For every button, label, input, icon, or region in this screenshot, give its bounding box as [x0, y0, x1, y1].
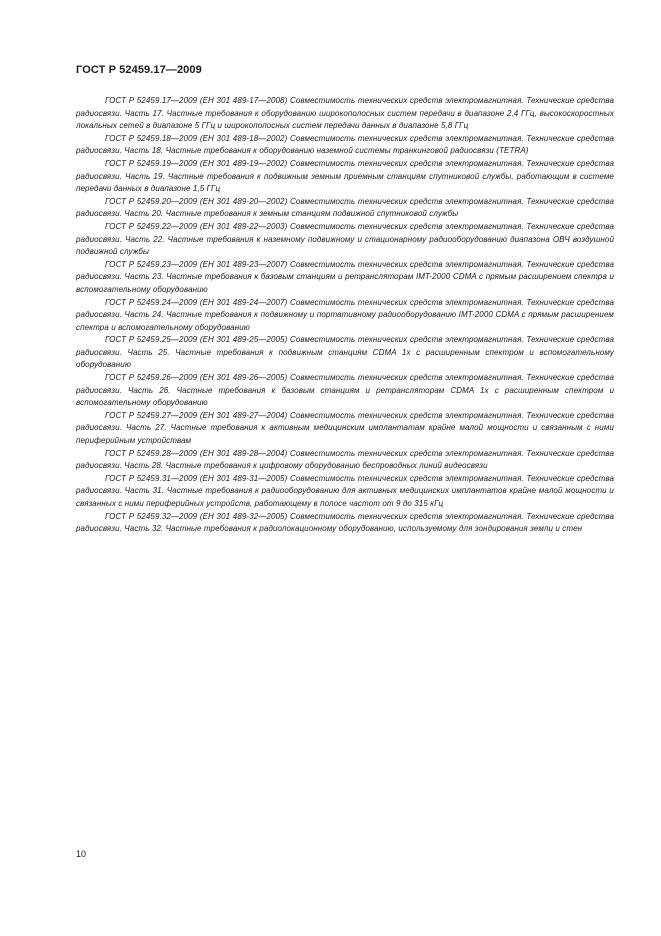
reference-entry: ГОСТ Р 52459.24—2009 (ЕН 301 489-24—2007) Совместимость технических средств электромагнитная. Технические средства радиосвязи. Часть 24. Частные требования к подвижному и портативному радиооборудованию IMT-2000 CDMA с прямым расширением спектра и вспомогательному оборудованию	[76, 297, 614, 332]
reference-entry: ГОСТ Р 52459.25—2009 (ЕН 301 489-25—2005) Совместимость технических средств электромагнитная. Технические средства радиосвязи. Часть 25. Частные требования к подвижным станциям CDMA 1x с расширенным спектром и вспомогательному оборудованию	[76, 335, 614, 370]
reference-entry: ГОСТ Р 52459.17—2009 (ЕН 301 489-17—2008) Совместимость технических средств электромагнитная. Технические средства радиосвязи. Часть 17. Частные требования к оборудованию широкополосных систем передачи в диапазоне 2,4 ГГц, высокоскоростных локальных сетей в диапазоне 5 ГГц и широкополосных систем передачи данных в диапазоне 5,8 ГГц	[76, 96, 614, 131]
reference-entry: ГОСТ Р 52459.27—2009 (ЕН 301 489-27—2004) Совместимость технических средств электромагнитная. Технические средства радиосвязи. Часть 27. Частные требования к активным медицинским имплантатам крайне малой мощности и связанным с ними периферийным устройствам	[76, 410, 614, 446]
reference-entry: ГОСТ Р 52459.23—2009 (ЕН 301 489-23—2007) Совместимость технических средств электромагнитная. Технические средства радиосвязи. Часть 23. Частные требования к базовым станциям и ретрансляторам IMT-2000 CDMA с прямым расширением спектра и вспомогательному оборудованию	[76, 259, 614, 294]
page-number: 10	[76, 849, 87, 859]
reference-entry: ГОСТ Р 52459.22—2009 (ЕН 301 489-22—2003) Совместимость технических средств электромагнитная. Технические средства радиосвязи. Часть 22. Частные требования к наземному подвижному и стационарному радиооборудованию диапазона ОВЧ воздушной подвижной службы	[76, 221, 614, 257]
reference-entry: ГОСТ Р 52459.28—2009 (ЕН 301 489-28—2004) Совместимость технических средств электромагнитная. Технические средства радиосвязи. Часть 28. Частные требования к цифровому оборудованию беспроводных линий видеосвязи	[76, 448, 614, 471]
references-list	[76, 95, 614, 536]
reference-entry: ГОСТ Р 52459.26—2009 (ЕН 301 489-26—2005) Совместимость технических средств электромагнитная. Технические средства радиосвязи. Часть 26. Частные требования к базовым станциям и ретрансляторам CDMA 1x с расширенным спектром и вспомогательному оборудованию	[76, 373, 614, 408]
reference-entry: ГОСТ Р 52459.32—2009 (ЕН 301 489-32—2005) Совместимость технических средств электромагнитная. Технические средства радиосвязи. Часть 32. Частные требования к радиолокационному оборудованию, используемому для зондирования земли и стен	[76, 511, 614, 534]
reference-entry: ГОСТ Р 52459.19—2009 (ЕН 301 489-19—2002) Совместимость технических средств электромагнитная. Технические средства радиосвязи. Часть 19. Частные требования к подвижным земным приемным станциям спутниковой службы, работающим в системе передачи данных в диапазоне 1,5 ГГц	[76, 158, 614, 194]
reference-entry: ГОСТ Р 52459.31—2009 (ЕН 301 489-31—2005) Совместимость технических средств электромагнитная. Технические средства радиосвязи. Часть 31. Частные требования к радиооборудованию для активных медицинских имплантатов крайне малой мощности и связанных с ними периферийных устройств, работающему в полосе частот от 9 до 315 кГц	[76, 473, 614, 508]
reference-entry: ГОСТ Р 52459.20—2009 (ЕН 301 489-20—2002) Совместимость технических средств электромагнитная. Технические средства радиосвязи. Часть 20. Частные требования к земным станциям подвижной спутниковой службы	[76, 196, 614, 219]
page-header: ГОСТ Р 52459.17—2009	[76, 64, 202, 76]
reference-entry: ГОСТ Р 52459.18—2009 (ЕН 301 489-18—2002) Совместимость технических средств электромагнитная. Технические средства радиосвязи. Часть 18. Частные требования к оборудованию наземной системы транкинговой радиосвязи (TETRA)	[76, 133, 614, 156]
